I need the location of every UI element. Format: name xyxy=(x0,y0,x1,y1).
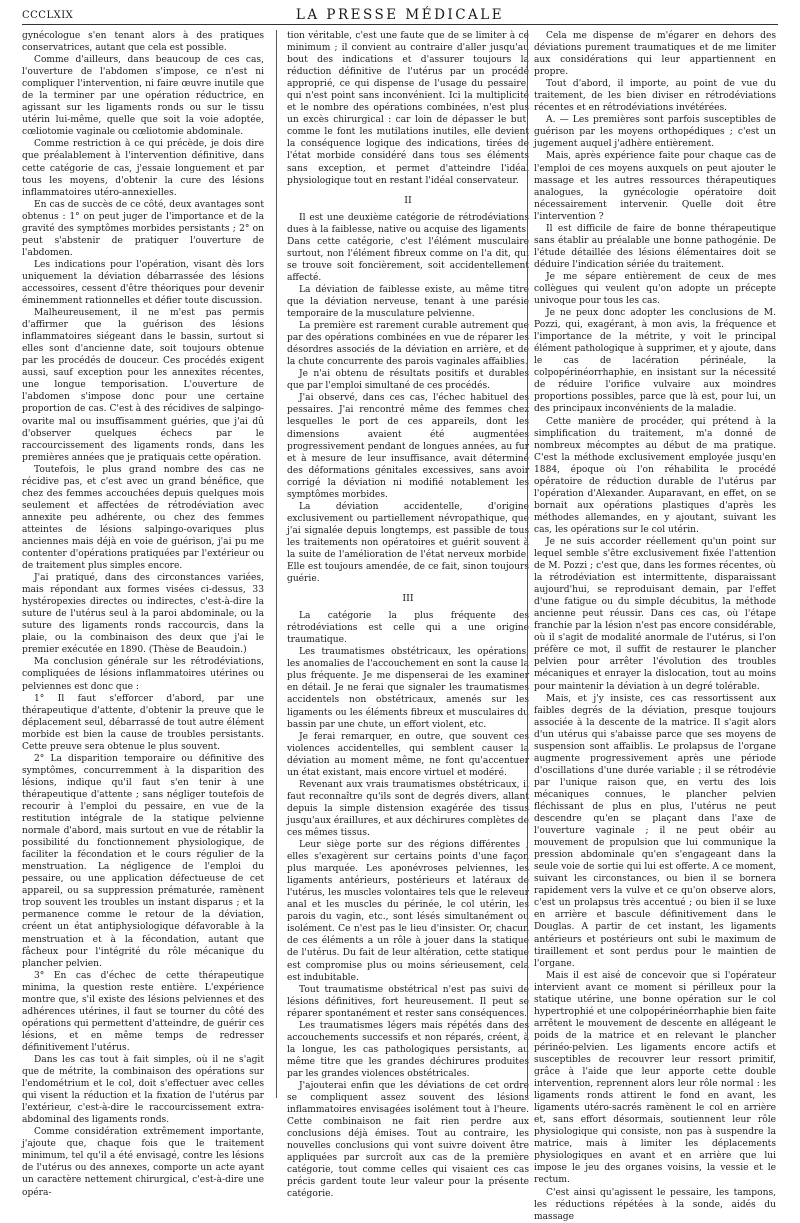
paragraph: Je n'ai obtenu de résultats positifs et durables que par l'emploi simultané de ces procédés. xyxy=(287,369,529,392)
text-column-left xyxy=(22,30,264,1198)
paragraph: La déviation de faiblesse existe, au même titre que la déviation nerveuse, tenant à une parésie temporaire de la musculature pelvienne. xyxy=(287,284,529,320)
paragraph: Il est difficile de faire de bonne thérapeutique sans établir au préalable une bonne pathogénie. De l'étude détaillée des lésions élémentaires doit se déduire l'indication sériée du traitement. xyxy=(534,223,776,270)
header-rule xyxy=(22,24,778,25)
column-divider xyxy=(527,30,528,1098)
paragraph: Comme restriction à ce qui précède, je dois dire que préalablement à l'intervention définitive, dans cette catégorie de cas, j'essaie longuement et par tous les moyens, d'obtenir la cure des lésions inflammatoires utéro-annexielles. xyxy=(22,139,264,198)
paragraph: J'ai pratiqué, dans des circonstances variées, mais répondant aux formes visées ci-dessus, 33 hystéropexies directes ou indirectes, c'est-à-dire la suture de l'utérus seul à la paroi abdominale, ou la suture des ligaments ronds raccourcis, dans la plaie, ou la combinaison des deux que j'ai le premier exécutée en 1890. (Thèse de Beaudoin.) xyxy=(22,573,264,656)
paragraph: Comme d'ailleurs, dans beaucoup de ces cas, l'ouverture de l'abdomen s'impose, ce n'est ni compliquer l'intervention, ni faire œuvre inutile que de la terminer par une opération réductrice, en agissant sur les ligaments ronds ou sur le tissu utérin lui-même, quelle que soit la voie adoptée, cœliotomie vaginale ou cœliotomie abdominale. xyxy=(22,55,264,138)
paragraph: J'ai observé, dans ces cas, l'échec habituel des pessaires. J'ai rencontré même des femmes chez lesquelles le port de ces appareils, dont les dimensions avaient été augmentées progressivement pendant de longues années, au fur et à mesure de leur insuffisance, avait déterminé des déformations génitales excessives, sans avoir corrigé la déviation ni modifié notablement les symptômes morbides. xyxy=(287,393,529,500)
paragraph: Ma conclusion générale sur les rétrodéviations, compliquées de lésions inflammatoires utérines ou pelviennes est donc que : xyxy=(22,657,264,692)
text-column-middle xyxy=(287,30,529,1200)
paragraph: Leur siège porte sur des régions différentes ; elles s'exagèrent sur certains points d'une façon plus marquée. Les aponévroses pelviennes, les ligaments antérieurs, postérieurs et latéraux de l'utérus, les muscles volontaires tels que le releveur anal et les muscles du périnée, le col utérin, les parois du vagin, etc., sont lésés simultanément ou isolément. Ce n'est pas le lieu d'insister. Or, chacun de ces éléments a un rôle à jouer dans la statique de l'utérus. Du fait de leur altération, cette statique est compromise plus ou moins sérieusement, cela est indubitable. xyxy=(287,840,529,983)
paragraph: Mais il est aisé de concevoir que si l'opérateur intervient avant ce moment si périlleux pour la statique utérine, une bonne opération sur le col hypertrophié et une colpopérinéorrhaphie bien faite arrêtent le mouvement de descente en allégeant le poids de la matrice et en relevant le plancher périnéo-pelvien. Les ligaments encore actifs et susceptibles de recouvrer leur ressort primitif, grâce à l'aide que leur apporte cette double intervention, reprennent alors leur rôle normal : les ligaments ronds attirent le fond en avant, les ligaments utéro-sacrés ramènent le col en arrière et, sans effort désormais, soutiennent leur rôle physiologique qui consiste, non pas à suspendre la matrice, mais à limiter les déplacements physiologiques en avant et en arrière que lui impose le jeu des organes voisins, la vessie et le rectum. xyxy=(534,970,776,1186)
paragraph: Tout d'abord, il importe, au point de vue du traitement, de les bien diviser en rétrodéviations récentes et en rétrodéviations invétérées. xyxy=(534,79,776,114)
paragraph: 1° Il faut s'efforcer d'abord, par une thérapeutique d'attente, d'obtenir la preuve que le déplacement seul, débarrassé de tout autre élément morbide est bien la cause de troubles persistants. Cette preuve sera obtenue le plus souvent. xyxy=(22,693,264,752)
paragraph: Tout traumatisme obstétrical n'est pas suivi de lésions définitives, fort heureusement. Il peut se réparer spontanément et rester sans conséquences. xyxy=(287,984,529,1019)
paragraph: Dans les cas tout à fait simples, où il ne s'agit que de métrite, la combinaison des opérations sur l'endométrium et le col, doit s'effectuer avec celles qui visent la réduction et la fixation de l'utérus par l'extérieur, c'est-à-dire le raccourcissement extra-abdominal des ligaments ronds. xyxy=(22,1054,264,1126)
paragraph: J'ajouterai enfin que les déviations de cet ordre se compliquent assez souvent des lésions inflammatoires envisagées isolément tout à l'heure. Cette combinaison ne fait rien perdre aux conclusions déjà émises. Tout au contraire, les nouvelles conclusions qui vont suivre doivent être appliquées par surcroît aux cas de la première catégorie, tout comme celles qui visaient ces cas précis gardent toute leur valeur pour la présente catégorie. xyxy=(287,1080,529,1200)
paragraph: Cette manière de procéder, qui prétend à la simplification du traitement, m'a donné de nombreux mécomptes au début de ma pratique. C'est la méthode exclusivement employée jusqu'en 1884, époque où l'on réhabilita le procédé opératoire de réduction durable de l'utérus par l'opération d'Alexander. Auparavant, en effet, on se bornait aux opérations plastiques d'après les méthodes allemandes, en y ajoutant, suivant les cas, les opérations sur le col utérin. xyxy=(534,416,776,535)
paragraph: Mais, après expérience faite pour chaque cas de l'emploi de ces moyens auxquels on peut ajouter le massage et les autres ressources thérapeutiques analogues, la gynécologie opératoire doit nécessairement intervenir. Quelle doit être l'intervention ? xyxy=(534,151,776,222)
paragraph: Cela me dispense de m'égarer en dehors des déviations purement traumatiques et de me limiter aux considérations qui leur appartiennent en propre. xyxy=(534,31,776,78)
paragraph: Les traumatismes obstétricaux, les opérations, les anomalies de l'accouchement en sont la cause la plus fréquente. Je me dispenserai de les examiner en détail. Je ne ferai que signaler les traumatismes accidentels non obstétricaux, amenés sur les ligaments ou les éléments fibreux et musculaires du bassin par une chute, un effort violent, etc. xyxy=(287,647,529,730)
paragraph: Je ne suis accorder réellement qu'un point sur lequel semble s'être exclusivement fixée l'attention de M. Pozzi ; c'est que, dans les formes récentes, où la rétrodéviation est intermittente, disparaissant aujourd'hui, se reproduisant demain, par l'effet d'une fatigue ou du simple décubitus, la méthode ancienne peut réussir. Dans ces cas, où l'étape franchie par la lésion n'est pas encore considérable, où il s'agit de modalité anormale de l'utérus, si l'on préfère ce mot, il suffit de restaurer le plancher pelvien pour arrêter l'évolution des troubles mécaniques et enrayer la dislocation, tout au moins pour maintenir la déviation à un degré tolérable. xyxy=(534,536,776,692)
section-heading: II xyxy=(404,194,412,206)
paragraph: Il est une deuxième catégorie de rétrodéviations dues à la faiblesse, native ou acquise des ligaments. Dans cette catégorie, c'est l'élément musculaire surtout, non l'élément fibreux comme on l'a dit, qui se trouve soit foncièrement, soit accidentellement affecté. xyxy=(287,212,529,283)
paragraph: La déviation accidentelle, d'origine exclusivement ou partiellement névropathique, que j'ai signalée depuis longtemps, est passible de tous les traitements non opératoires et guérit souvent à la suite de l'amélioration de l'état nerveux morbide. Elle est toujours amendée, de ce fait, sinon toujours guérie. xyxy=(287,501,529,585)
page-number: CCCLXIX xyxy=(22,10,74,21)
paragraph: Je me sépare entièrement de ceux de mes collègues qui veulent qu'on adopte un précepte univoque pour tous les cas. xyxy=(534,271,776,307)
paragraph: Je ne peux donc adopter les conclusions de M. Pozzi, qui, exagérant, à mon avis, la fréquence et l'importance de la métrite, y voit le principal élément pathologique à supprimer, et y ajoute, dans le cas de lacération périnéale, la colpopérinéorrhaphie, en insistant sur la nécessité de réduire l'orifice vulvaire aux moindres proportions possibles, parce que là est, pour lui, un des principaux inconvénients de la maladie. xyxy=(534,308,776,415)
paragraph: 3° En cas d'échec de cette thérapeutique minima, la question reste entière. L'expérience montre que, s'il existe des lésions pelviennes et des adhérences utérines, il faut se tourner du côté des opérations qui permettent d'atteindre, de guérir ces lésions, et en même temps de redresser définitivement l'utérus. xyxy=(22,970,264,1053)
journal-title: LA PRESSE MÉDICALE xyxy=(295,7,505,23)
paragraph: Les traumatismes légers mais répétés dans des accouchements successifs et non réparés, créent, à la longue, les cas pathologiques persistants, au même titre que les grandes déchirures produites par les grandes violences obstétricales. xyxy=(287,1020,529,1079)
text-column-right xyxy=(534,30,776,1222)
paragraph: Les indications pour l'opération, visant dès lors uniquement la déviation débarrassée des lésions accessoires, cessent d'être théoriques pour devenir éminemment rationnelles et défier toute discussion. xyxy=(22,259,264,307)
paragraph: Comme considération extrêmement importante, j'ajoute que, chaque fois que le traitement minimum, tel qu'il a été envisagé, contre les lésions de l'utérus ou des annexes, comporte un acte ayant un caractère nettement chirurgical, c'est-à-dire une opéra- xyxy=(22,1127,264,1198)
paragraph: Mais, et j'y insiste, ces cas ressortissent aux faibles degrés de la déviation, presque toujours associée à la descente de la matrice. Il s'agit alors d'un utérus qui s'abaisse parce que ses moyens de suspension sont affaiblis. Le prolapsus de l'organe augmente progressivement après une période d'oscillations d'une durée variable ; il se rétrodévie par l'unique raison que, en vertu des lois mécaniques connues, le plancher pelvien fléchissant de plus en plus, l'utérus ne peut descendre qu'en se plaçant dans l'axe de l'ouverture vaginale ; il ne peut obéir au mouvement de propulsion que lui communique la pression abdominale qu'en s'engageant dans la seule voie de sortie qui lui est offerte. A ce moment, suivant les circonstances, ou bien il se bornera rapidement vers la vulve et ce qu'on observe alors, c'est un prolapsus très accentué ; ou bien il se luxe en arrière et bascule définitivement dans le Douglas. A partir de cet instant, les ligaments antérieurs et postérieurs ont subi le maximum de tiraillement et sont perdus pour le maintien de l'organe. xyxy=(534,693,776,969)
section-heading: III xyxy=(402,593,414,605)
paragraph: A. — Les premières sont parfois susceptibles de guérison par les moyens orthopédiques ; c'est un jugement auquel j'adhère entièrement. xyxy=(534,115,776,150)
paragraph: Revenant aux vrais traumatismes obstétricaux, il faut reconnaître qu'ils sont de degrés divers, allant depuis la simple distension exagérée des tissus jusqu'aux éraillures, et aux déchirures complètes de ces mêmes tissus. xyxy=(287,779,529,838)
paragraph: tion véritable, c'est une faute que de se limiter à ce minimum ; il convient au contraire d'aller jusqu'au bout des indications et d'assurer toujours la réduction définitive de l'utérus par un procédé approprié, ce qui dispense de l'usage du pessaire, qui n'est point sans inconvénient. Ici la multiplicité et le nombre des opérations combinées, n'est plus un excès chirurgical : car loin de dépasser le but, comme le font les mutilations inutiles, elle devient la conséquence logique des indications, tirées de l'état morbide considéré dans tous ses éléments sans exception, et permet d'atteindre l'idéal physiologique tout en restant l'idéal conservateur. xyxy=(287,31,529,186)
paragraph: La catégorie la plus fréquente des rétrodéviations est celle qui a une origine traumatique. xyxy=(287,611,529,646)
paragraph: En cas de succès de ce côté, deux avantages sont obtenus : 1° on peut juger de l'importance et de la gravité des symptômes morbides persistants ; 2° on peut s'abstenir de pratiquer l'ouverture de l'abdomen. xyxy=(22,199,264,258)
paragraph: gynécologue s'en tenant alors à des pratiques conservatrices, autant que cela est possible. xyxy=(22,31,264,54)
paragraph: La première est rarement curable autrement que par des opérations combinées en vue de réparer les désordres associés de la déviation en arrière, et de la chute concurrente des parois vaginales affaiblies. xyxy=(287,321,529,368)
column-divider xyxy=(276,30,277,1098)
paragraph: C'est ainsi qu'agissent le pessaire, les tampons, les réductions répétées à la sonde, aidés du massage xyxy=(534,1187,776,1222)
paragraph: Malheureusement, il ne m'est pas permis d'affirmer que la guérison des lésions inflammatoires siégeant dans le bassin, surtout si elles sont d'ancienne date, soit toujours obtenue par les procédés de douceur. Ces procédés exigent aussi, sauf exception pour les annexites récentes, une longue temporisation. L'ouverture de l'abdomen s'impose donc pour une certaine proportion de cas. C'est à des récidives de salpingo-ovarite mal ou insuffisamment guéries, que j'ai dû d'observer quelques échecs par le raccourcissement des ligaments ronds, dans les premières années que je pratiquais cette opération. xyxy=(22,308,264,463)
paragraph: 2° La disparition temporaire ou définitive des symptômes, concurremment à la disparition des lésions, indique qu'il faut s'en tenir à une thérapeutique d'attente ; sans négliger toutefois de recourir à l'emploi du pessaire, en vue de la restitution intégrale de la statique pelvienne normale d'abord, mais surtout en vue de rétablir la possibilité du fonctionnement physiologique, de faciliter la fécondation et le cours régulier de la menstruation. La négligence de l'emploi du pessaire, ou une application défectueuse de cet appareil, ou sa suppression prématurée, ramènent trop souvent les troubles un instant disparus ; et la permanence comme le retour de la déviation, créent un état antiphysiologique défavorable à la menstruation et à la fécondation, autant que fâcheux pour l'intégrité du rôle mécanique du plancher pelvien. xyxy=(22,753,264,969)
paragraph: Toutefois, le plus grand nombre des cas ne récidive pas, et c'est avec un grand bénéfice, que chez des femmes accouchées depuis quelques mois seulement et affectées de rétrodéviation avec annexite peu adhérente, ou chez des femmes atteintes de lésions salpingo-ovariques plus anciennes mais déjà en voie de guérison, j'ai pu me contenter d'opérations pratiquées par l'extérieur ou de traitement plus simples encore. xyxy=(22,464,264,572)
paragraph: Je ferai remarquer, en outre, que souvent ces violences accidentelles, qui semblent causer la déviation au moment même, ne font qu'accentuer un état existant, mais encore virtuel et modéré. xyxy=(287,731,529,778)
